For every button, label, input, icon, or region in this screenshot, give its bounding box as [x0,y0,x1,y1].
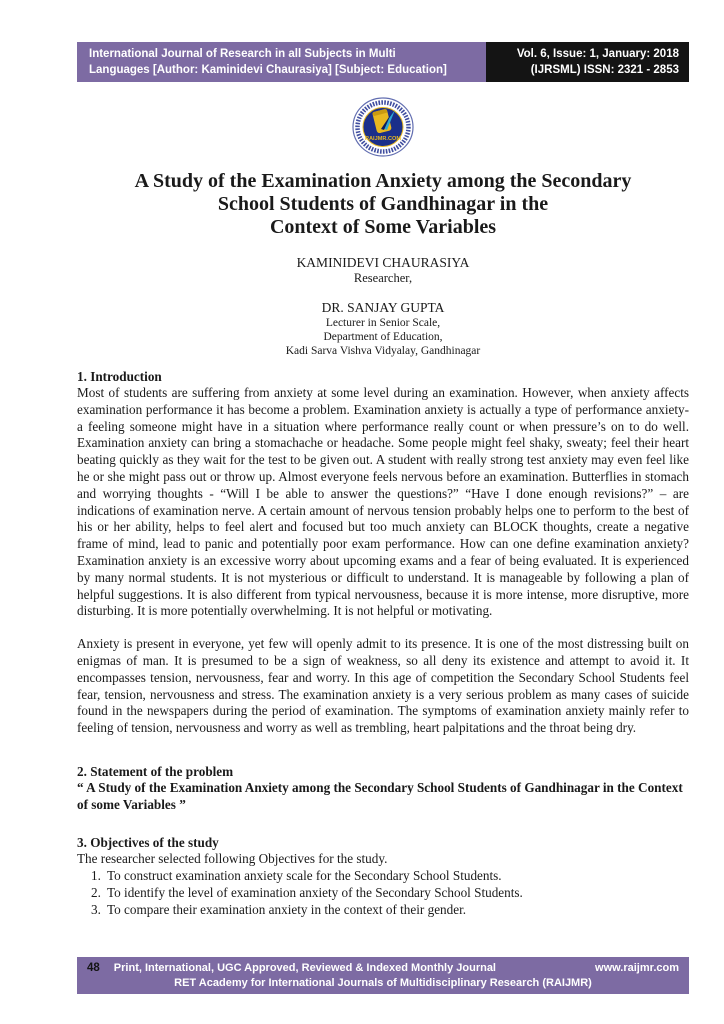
footer-website: www.raijmr.com [595,962,679,974]
journal-name-line1: International Journal of Research in all Subjects in Multi [89,48,396,60]
objective-3-text: To compare their examination anxiety in the context of their gender. [107,901,467,917]
objective-1-number: 1. [91,868,101,884]
objectives-intro: The researcher selected following Objectives for the study. [77,850,388,866]
introduction-paragraph-2: Anxiety is present in everyone, yet few will openly admit to its presence. It is one of the most distressing built on enigmas of man. It is presumed to be a sign of weakness, so all deny its existence and attempt to avoid it. It encompasses tension, nervousness, fear and worry. In this age of competition the Secondary School Students feel fear, tension, nervousness and stress. The examination anxiety is a very serious problem as many cases of suicide found in the newspapers during the period of examination. The symptoms of examination anxiety mainly refer to feeling of tension, nervousness and worry as well as trembling, heart palpitations and the throat being dry. [77,636,689,736]
author2-block [77,300,689,358]
paper-title-line1: A Study of the Examination Anxiety among the Secondary [134,170,632,192]
statement-text: “ A Study of the Examination Anxiety among the Secondary School Students of Gandhinagar in the Context of some Variables ” [77,779,683,812]
paper-title [77,170,689,239]
author1-name: KAMINIDEVI CHAURASIYA [296,255,470,270]
footer-bar [77,957,689,994]
issue-info-block [486,42,689,82]
paper-title-line3: Context of Some Variables [269,216,497,238]
paper-title-line2: School Students of Gandhinagar in the [217,193,549,215]
author2-name: DR. SANJAY GUPTA [321,300,445,315]
issue-issn-line: (IJRSML) ISSN: 2321 - 2853 [530,64,679,76]
author2-role1: Lecturer in Senior Scale, [325,317,441,329]
objective-1-text: To construct examination anxiety scale for the Secondary School Students. [107,868,502,884]
logo-row [77,96,689,158]
journal-logo-icon [351,96,415,158]
objectives-heading: 3. Objectives of the study [77,834,219,850]
journal-name-block [77,42,486,82]
objective-2-text: To identify the level of examination anxiety of the Secondary School Students. [107,885,523,901]
objective-2-number: 2. [91,885,101,901]
introduction-heading: 1. Introduction [77,369,162,384]
journal-name-line2: Languages [Author: Kaminidevi Chaurasiya] [Subject: Education] [89,64,447,76]
journal-header-bar [77,42,689,82]
footer-line1 [87,961,679,976]
statement-heading: 2. Statement of the problem [77,763,234,779]
objective-item-3 [87,902,689,919]
footer-journal-info: Print, International, UGC Approved, Reviewed & Indexed Monthly Journal [113,962,496,974]
authors-block [77,255,689,358]
section-statement [77,763,689,814]
objectives-list [77,868,689,918]
objective-item-2 [87,885,689,902]
page-number: 48 [87,962,100,974]
objective-3-number: 3. [91,901,101,917]
objective-item-1 [87,868,689,885]
logo-text: RAIJMR.COM [364,136,402,142]
footer-academy-line: RET Academy for International Journals of Multidisciplinary Research (RAIJMR) [174,976,592,989]
section-objectives [77,834,689,919]
author2-role3: Kadi Sarva Vishva Vidyalay, Gandhinagar [285,345,481,357]
issue-volume-line: Vol. 6, Issue: 1, January: 2018 [516,48,679,60]
section-introduction [77,368,689,737]
introduction-paragraph-1: Most of students are suffering from anxiety at some level during an examination. However, when anxiety affects examination performance it has become a problem. Examination anxiety is actually a type of performance anxiety-a feeling someone might have in a situation where performance really count or when pressure’s on to do well. Examination anxiety can bring a stomachache or headache. Some people might feel shaky, sweaty; feel their heart beating quickly as they wait for the test to be given out. A student with really strong test anxiety may even feel like he or she might pass out or throw up. Almost everyone feels nervous before an examination. Butterflies in stomach and worrying thoughts - “Will I be able to answer the questions?” “Have I done enough revisions?” – are indications of examination nerve. A certain amount of nervous tension probably helps one to perform to the best of his or her ability, helps to feel alert and focused but too much anxiety can BLOCK thoughts, create a negative frame of mind, lead to panic and potentially poor exam performance. How can one define examination anxiety? Examination anxiety is an excessive worry about upcoming exams and a fear of being evaluated. It is experienced by many normal students. It is not mysterious or difficult to understand. It is manageable by following a plan of helpful suggestions. It is also different from typical nervousness, because it is more intense, more disruptive, more disturbing. It is more potentially overwhelming. It is not helpful or motivating. [77,385,689,619]
author1-role: Researcher, [353,271,413,285]
author2-role2: Department of Education, [323,331,443,343]
